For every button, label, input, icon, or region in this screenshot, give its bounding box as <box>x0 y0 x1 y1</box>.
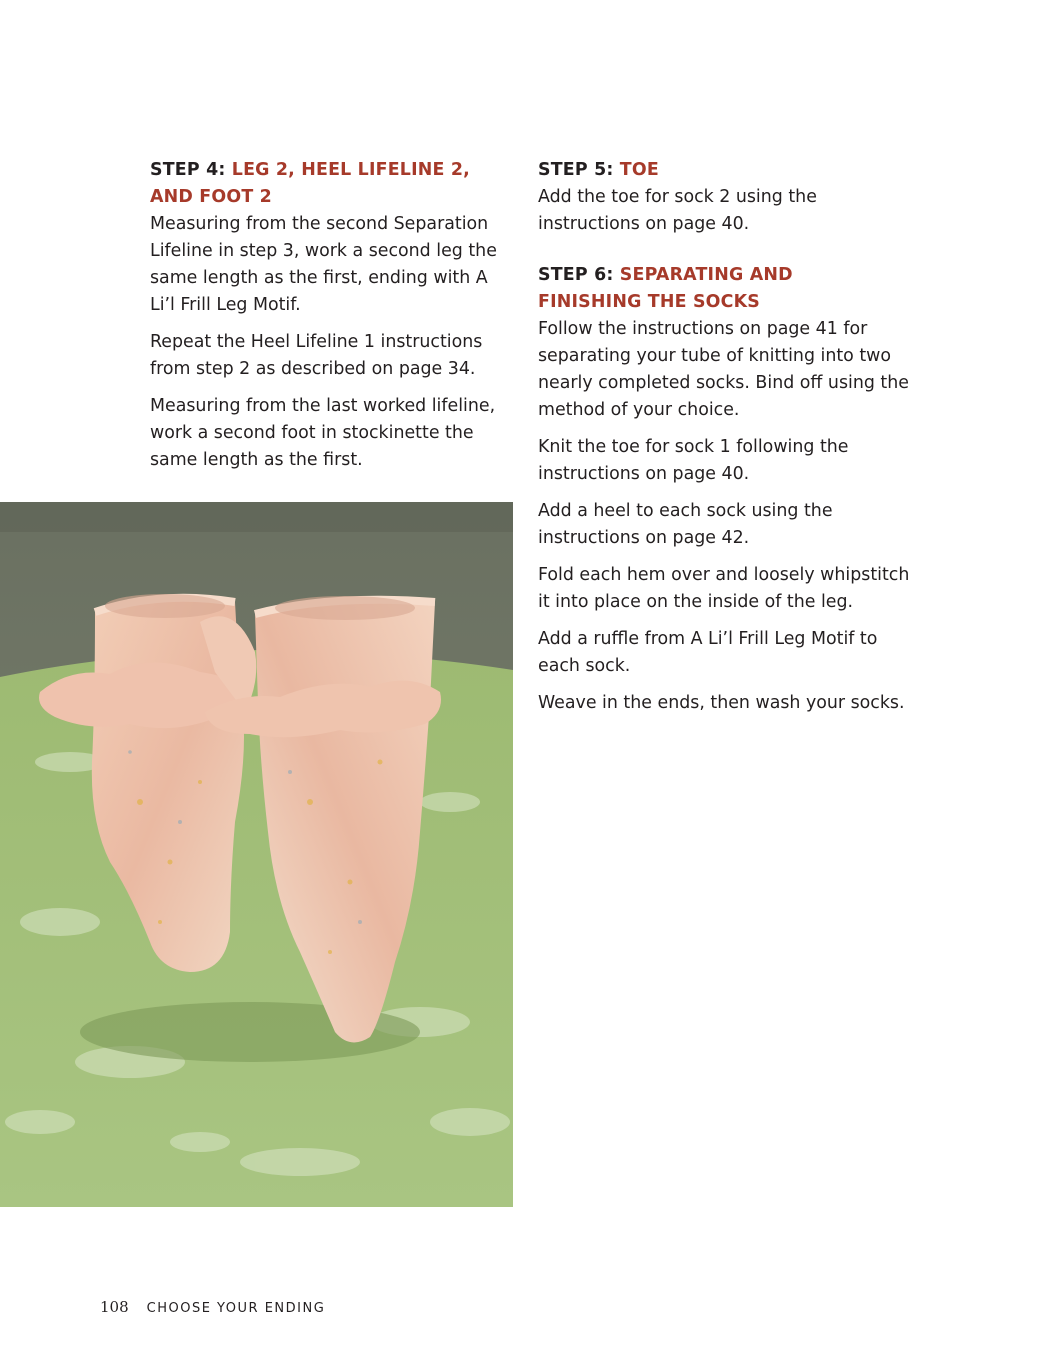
page-footer <box>100 1298 325 1316</box>
step4-title-line1: LEG 2, HEEL LIFELINE 2, <box>231 160 470 180</box>
step4-paragraph: Measuring from the last worked lifeline, work a second foot in stockinette the same length as the first. <box>150 396 496 470</box>
step6-prefix: STEP 6: <box>538 265 620 285</box>
step4-prefix: STEP 4: <box>150 160 232 180</box>
step6-paragraph: Knit the toe for sock 1 following the instructions on page 40. <box>538 437 849 484</box>
left-column <box>150 157 510 484</box>
section-name: CHOOSE YOUR ENDING <box>146 1301 326 1316</box>
step6-heading <box>538 262 918 316</box>
sock-photo <box>0 502 513 1207</box>
knitted-socks-illustration <box>0 502 513 1207</box>
step4-heading <box>150 157 510 211</box>
step4-paragraph: Measuring from the second Separation Lifeline in step 3, work a second leg the same length as the first, ending with A Li’l Frill Leg Motif. <box>150 214 497 315</box>
step6-paragraph: Fold each hem over and loosely whipstitch it into place on the inside of the leg. <box>538 565 910 612</box>
step6-title-line1: SEPARATING AND <box>619 265 793 285</box>
step5-paragraph: Add the toe for sock 2 using the instructions on page 40. <box>538 187 817 234</box>
step4-title-line2: AND FOOT 2 <box>150 187 272 207</box>
step6-paragraph: Weave in the ends, then wash your socks. <box>538 693 905 713</box>
right-column <box>538 157 918 727</box>
step5-heading <box>538 157 918 184</box>
step6-paragraph: Add a ruffle from A Li’l Frill Leg Motif to each sock. <box>538 629 878 676</box>
step6-paragraph: Follow the instructions on page 41 for separating your tube of knitting into two nearly completed socks. Bind off using the method of your choice. <box>538 319 909 420</box>
step5-title: TOE <box>619 160 659 180</box>
step4-paragraph: Repeat the Heel Lifeline 1 instructions from step 2 as described on page 34. <box>150 332 483 379</box>
step6-section <box>538 262 918 717</box>
step5-prefix: STEP 5: <box>538 160 620 180</box>
page-number: 108 <box>100 1298 129 1316</box>
step6-paragraph: Add a heel to each sock using the instructions on page 42. <box>538 501 833 548</box>
step6-title-line2: FINISHING THE SOCKS <box>538 292 761 312</box>
step5-section <box>538 157 918 238</box>
